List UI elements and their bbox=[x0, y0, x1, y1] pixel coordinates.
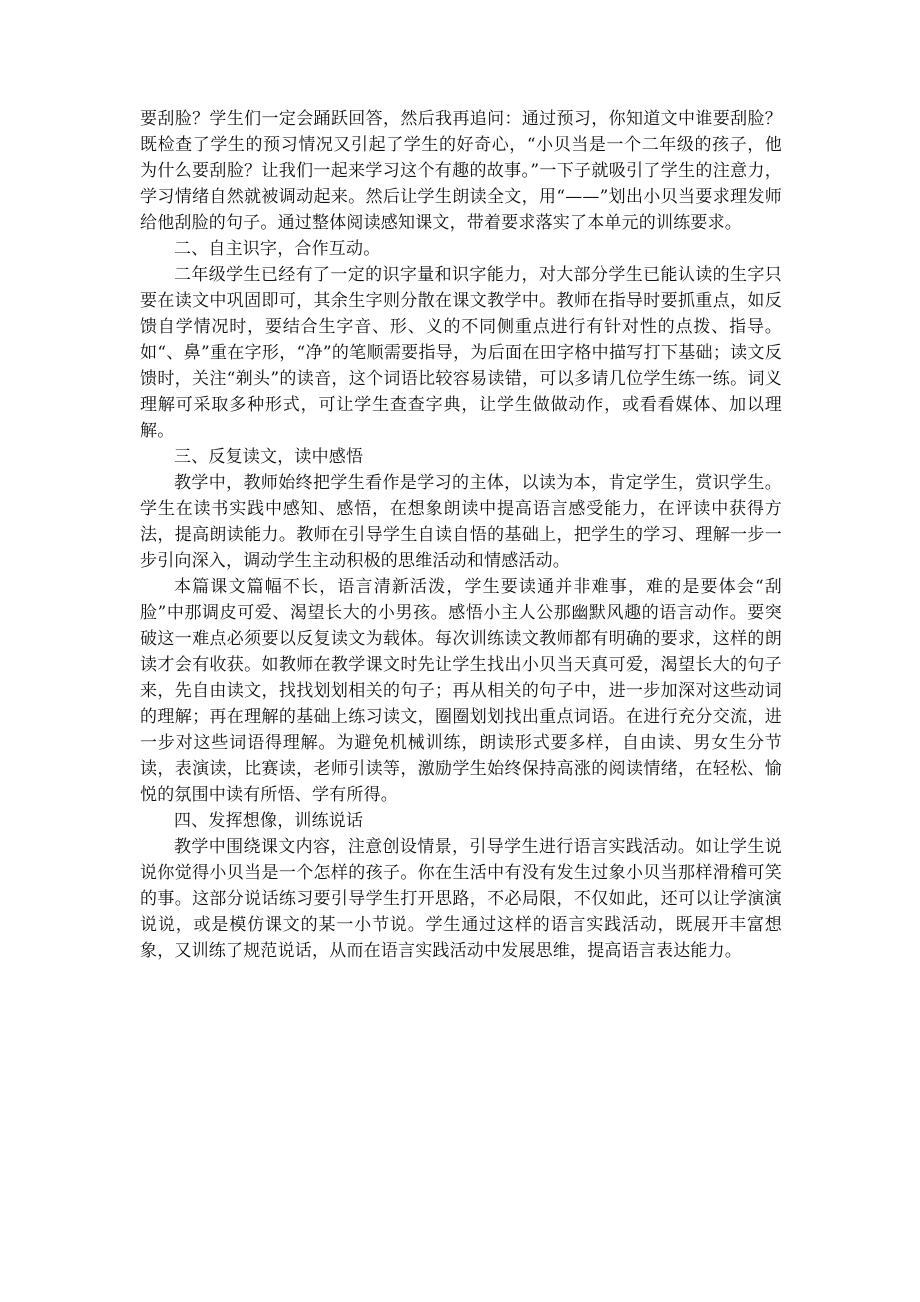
document-body bbox=[140, 106, 782, 964]
paragraph-section-4: 教学中围绕课文内容，注意创设情景，引导学生进行语言实践活动。如让学生说说你觉得小贝当是一个怎样的孩子。你在生活中有没有发生过象小贝当那样滑稽可笑的事。这部分说话练习要引导学生打开思路，不必局限，不仅如此，还可以让学演演说说，或是模仿课文的某一小节说。学生通过这样的语言实践活动，既展开丰富想象，又训练了规范说话，从而在语言实践活动中发展思维，提高语言表达能力。 bbox=[140, 837, 782, 961]
heading-section-4: 四、发挥想像，训练说话 bbox=[174, 811, 364, 831]
heading-section-3: 三、反复读文，读中感悟 bbox=[174, 447, 364, 467]
paragraph-section-3-b: 本篇课文篇幅不长，语言清新活泼，学生要读通并非难事，难的是要体会“刮脸”中那调皮可爱、渴望长大的小男孩。感悟小主人公那幽默风趣的语言动作。要突破这一难点必须要以反复读文为载体。每次训练读文教师都有明确的要求，这样的朗读才会有收获。如教师在教学课文时先让学生找出小贝当天真可爱，渴望长大的句子来，先自由读文，找找划划相关的句子；再从相关的句子中，进一步加深对这些动词的理解；再在理解的基础上练习读文，圈圈划划找出重点词语。在进行充分交流，进一步对这些词语得理解。为避免机械训练，朗读形式要多样，自由读、男女生分节读，表演读，比赛读，老师引读等，激励学生始终保持高涨的阅读情绪，在轻松、愉悦的氛围中读有所悟、学有所得。 bbox=[140, 577, 782, 805]
paragraph-section-2: 二年级学生已经有了一定的识字量和识字能力，对大部分学生已能认读的生字只要在读文中巩固即可，其余生字则分散在课文教学中。教师在指导时要抓重点，如反馈自学情况时，要结合生字音、形、义的不同侧重点进行有针对性的点拨、指导。如“、鼻”重在字形，“净”的笔顺需要指导，为后面在田字格中描写打下基础；读文反馈时，关注“剃头”的读音，这个词语比较容易读错，可以多请几位学生练一练。词义理解可采取多种形式，可让学生查查字典，让学生做做动作，或看看媒体、加以理解。 bbox=[140, 265, 782, 441]
heading-section-2: 二、自主识字，合作互动。 bbox=[174, 239, 381, 259]
paragraph-section-3-a: 教学中，教师始终把学生看作是学习的主体，以读为本，肯定学生，赏识学生。学生在读书实践中感知、感悟，在想象朗读中提高语言感受能力，在评读中获得方法，提高朗读能力。教师在引导学生自读自悟的基础上，把学生的学习、理解一步一步引向深入，调动学生主动积极的思维活动和情感活动。 bbox=[140, 473, 782, 571]
paragraph-intro: 要刮脸？学生们一定会踊跃回答，然后我再追问：通过预习，你知道文中谁要刮脸？既检查了学生的预习情况又引起了学生的好奇心，“小贝当是一个二年级的孩子，他为什么要刮脸？让我们一起来学习这个有趣的故事。”一下子就吸引了学生的注意力，学习情绪自然就被调动起来。然后让学生朗读全文，用“——”划出小贝当要求理发师给他刮脸的句子。通过整体阅读感知课文，带着要求落实了本单元的训练要求。 bbox=[140, 109, 782, 233]
